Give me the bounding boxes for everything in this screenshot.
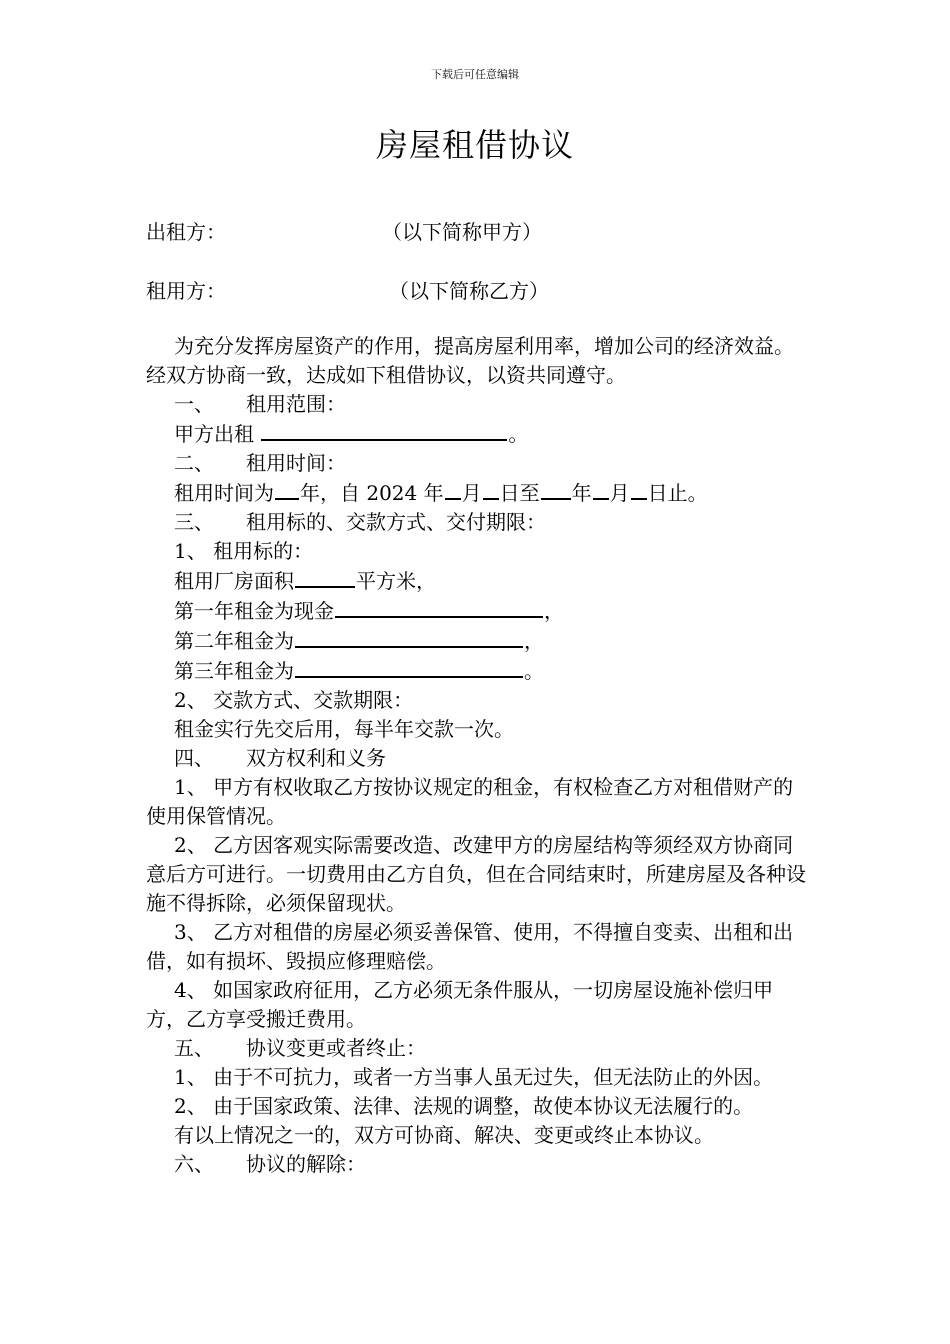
section-6-heading: 六、 协议的解除： [174,1152,366,1176]
rent-year1-blank[interactable] [335,596,543,618]
years-blank[interactable] [275,478,299,500]
rights-item: 4、 如国家政府征用，乙方必须无条件服从，一切房屋设施补偿归甲方，乙方享受搬迁费用。 [146,978,774,1031]
section-4-heading: 四、 双方权利和义务 [174,746,386,770]
end-year-blank[interactable] [541,478,571,500]
rental-scope-line: 甲方出租 。 [146,419,810,449]
rent-year2-blank[interactable] [295,626,523,648]
rent-year2-line: 第二年租金为 ， [146,626,810,656]
rent-year1-line: 第一年租金为现金 ， [146,596,810,626]
start-day-blank[interactable] [483,478,499,500]
lessee-abbrev: （以下简称乙方） [389,279,549,303]
section-2-heading: 二、 租用时间： [174,451,346,475]
rental-period-line: 租用时间为 年，自 2024 年 月 日至 年 月 日止。 [146,478,810,508]
rent-year3-line: 第三年租金为 。 [146,656,810,686]
rights-item: 3、 乙方对租借的房屋必须妥善保管、使用，不得擅自变卖、出租和出借，如有损坏、毁损应修理赔偿。 [146,920,794,973]
intro-paragraph: 为充分发挥房屋资产的作用，提高房屋利用率，增加公司的经济效益。经双方协商一致，达成如下租借协议，以资共同遵守。 [146,334,794,387]
area-line: 租用厂房面积 平方米， [146,566,810,596]
lessee-line [146,275,549,304]
end-day-blank[interactable] [631,478,647,500]
document-title: 房屋租借协议 [375,126,574,164]
termination-note: 有以上情况之一的，双方可协商、解决、变更或终止本协议。 [174,1123,714,1147]
lessor-abbrev: （以下简称甲方） [382,220,542,244]
termination-item: 1、 由于不可抗力，或者一方当事人虽无过失，但无法防止的外因。 [174,1065,774,1089]
rights-item: 1、 甲方有权收取乙方按协议规定的租金，有权检查乙方对租借财产的使用保管情况。 [146,775,794,828]
rights-item: 2、 乙方因客观实际需要改造、改建甲方的房屋结构等须经双方协商同意后方可进行。一切费用由乙方自负，但在合同结束时，所建房屋及各种设施不得拆除，必须保留现状。 [146,833,806,915]
section-3-heading: 三、 租用标的、交款方式、交付期限： [174,510,546,534]
subject-heading: 1、 租用标的： [174,539,314,563]
section-5-heading: 五、 协议变更或者终止： [174,1036,426,1060]
payment-heading: 2、 交款方式、交款期限： [174,688,414,712]
section-1-heading: 一、 租用范围： [174,392,346,416]
area-blank[interactable] [295,566,355,588]
header-note: 下载后可任意编辑 [431,68,519,81]
lessor-line [146,216,542,245]
rent-year3-blank[interactable] [295,656,523,678]
payment-terms: 租金实行先交后用，每半年交款一次。 [174,717,514,741]
lessor-label: 出租方： [146,220,226,244]
agreement-body [146,332,810,1179]
rental-scope-blank[interactable] [261,419,507,441]
lessee-label: 租用方： [146,279,226,303]
start-month-blank[interactable] [445,478,461,500]
end-month-blank[interactable] [593,478,609,500]
termination-item: 2、 由于国家政策、法律、法规的调整，故使本协议无法履行的。 [174,1094,754,1118]
